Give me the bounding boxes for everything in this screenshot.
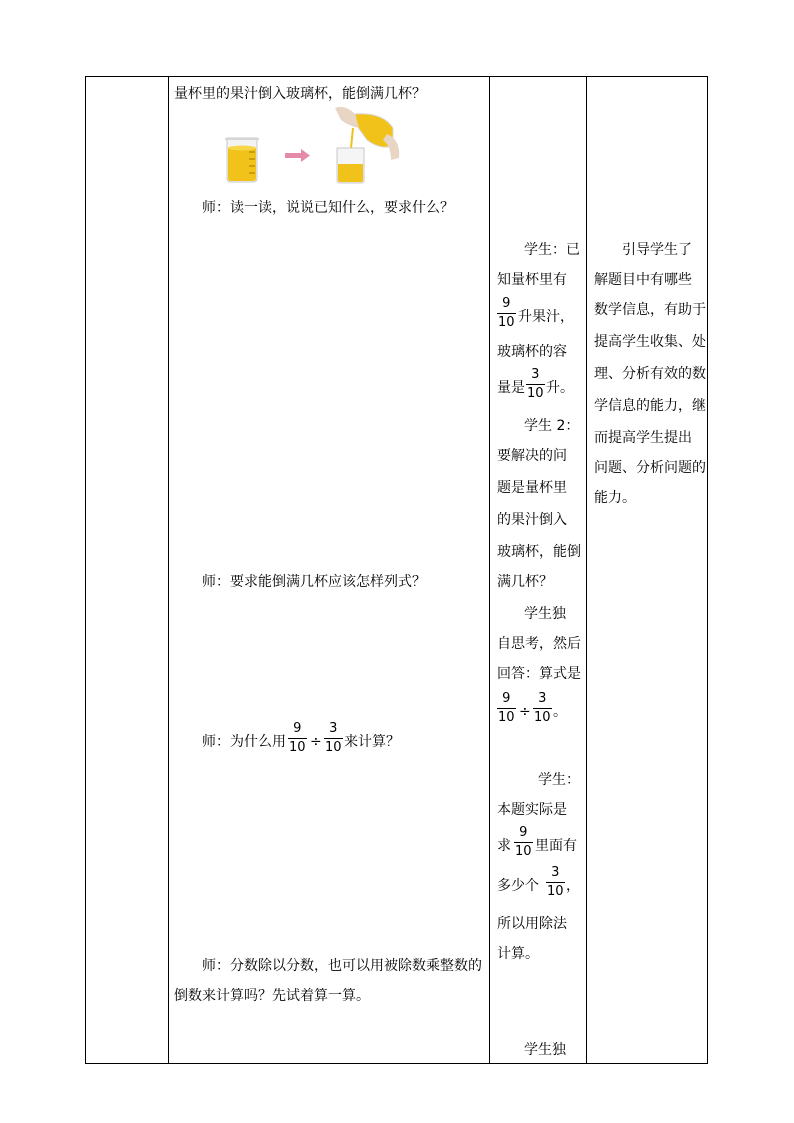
student-answer-3-l4-suffix: 。 <box>553 704 567 720</box>
student-answer-4-l3-prefix: 求 <box>497 838 511 854</box>
student-answer-3-l2: 自思考，然后 <box>497 636 581 652</box>
measuring-cup-icon <box>225 138 259 182</box>
student-answer-4-l6: 计算。 <box>497 946 539 962</box>
intent-line-3: 数学信息，有助于 <box>594 302 706 318</box>
intent-line-5: 理、分析有效的数 <box>594 366 706 382</box>
teacher-question-4-line1: 师：分数除以分数，也可以用被除数乘整数的 <box>202 958 482 974</box>
student-answer-4-l1: 学生： <box>538 772 580 788</box>
teacher-question-2: 师：要求能倒满几杯应该怎样列式？ <box>202 574 426 590</box>
intent-line-2: 解题目中有哪些 <box>594 272 692 288</box>
table-bottom-border <box>85 1063 708 1064</box>
fraction-3-10: 3 10 <box>547 865 564 899</box>
intent-line-4: 提高学生收集、处 <box>594 334 706 350</box>
fraction-3-10: 3 10 <box>527 367 544 401</box>
student-answer-4-l4-suffix: ， <box>566 878 580 894</box>
table-border-col1 <box>168 76 169 1064</box>
student-answer-2-l6: 满几杯？ <box>497 574 553 590</box>
student-answer-2-l4: 的果汁倒入 <box>497 512 567 528</box>
student-answer-1-l1: 学生：已 <box>524 242 580 258</box>
student-answer-1-l2: 知量杯里有 <box>497 272 567 288</box>
teacher-question-3-suffix: 来计算？ <box>344 734 400 750</box>
student-answer-2-l5: 玻璃杯，能倒 <box>497 544 581 560</box>
student-answer-4-l2: 本题实际是 <box>497 802 567 818</box>
table-border-right <box>707 76 708 1064</box>
arrow-icon <box>285 149 310 162</box>
fraction-9-10: 9 10 <box>498 691 515 725</box>
problem-text: 量杯里的果汁倒入玻璃杯，能倒满几杯？ <box>174 86 426 102</box>
student-answer-2-l2: 要解决的问 <box>497 448 567 464</box>
student-answer-4-l4-prefix: 多少个 <box>497 878 539 894</box>
intent-line-9: 能力。 <box>594 490 636 506</box>
student-answer-5-l1: 学生独 <box>524 1042 566 1058</box>
fraction-3-10: 3 10 <box>325 721 342 755</box>
intent-line-1: 引导学生了 <box>622 242 692 258</box>
student-answer-1-l5-suffix: 升。 <box>546 380 574 396</box>
table-border-left <box>85 76 86 1064</box>
teacher-question-1: 师：读一读，说说已知什么，要求什么？ <box>202 200 454 216</box>
table-border-col3 <box>586 76 587 1064</box>
student-answer-1-l4: 玻璃杯的容 <box>497 344 567 360</box>
juice-illustration <box>215 106 405 186</box>
intent-line-8: 问题、分析问题的 <box>594 460 706 476</box>
fraction-9-10: 9 10 <box>515 825 532 859</box>
intent-line-6: 学信息的能力，继 <box>594 398 706 414</box>
student-answer-2-l3: 题是量杯里 <box>497 480 567 496</box>
fraction-9-10: 9 10 <box>289 721 306 755</box>
pouring-icon <box>335 107 399 183</box>
student-answer-2-l1: 学生 2： <box>524 418 580 434</box>
intent-line-7: 而提高学生提出 <box>594 430 692 446</box>
divide-sign: ÷ <box>310 734 322 750</box>
student-answer-3-l1: 学生独 <box>524 606 566 622</box>
divide-sign: ÷ <box>519 704 531 720</box>
student-answer-4-l5: 所以用除法 <box>497 916 567 932</box>
fraction-3-10: 3 10 <box>534 691 551 725</box>
student-answer-1-l3: 升果汁， <box>518 309 574 325</box>
fraction-9-10: 9 10 <box>498 296 515 330</box>
teacher-question-4-line2: 倒数来计算吗？先试着算一算。 <box>174 988 370 1004</box>
teacher-question-3-prefix: 师：为什么用 <box>202 734 286 750</box>
table-top-border <box>85 76 708 77</box>
student-answer-3-l3: 回答：算式是 <box>497 666 581 682</box>
student-answer-4-l3-suffix: 里面有 <box>535 838 577 854</box>
table-border-col2 <box>489 76 490 1064</box>
student-answer-1-l5-prefix: 量是 <box>497 380 525 396</box>
